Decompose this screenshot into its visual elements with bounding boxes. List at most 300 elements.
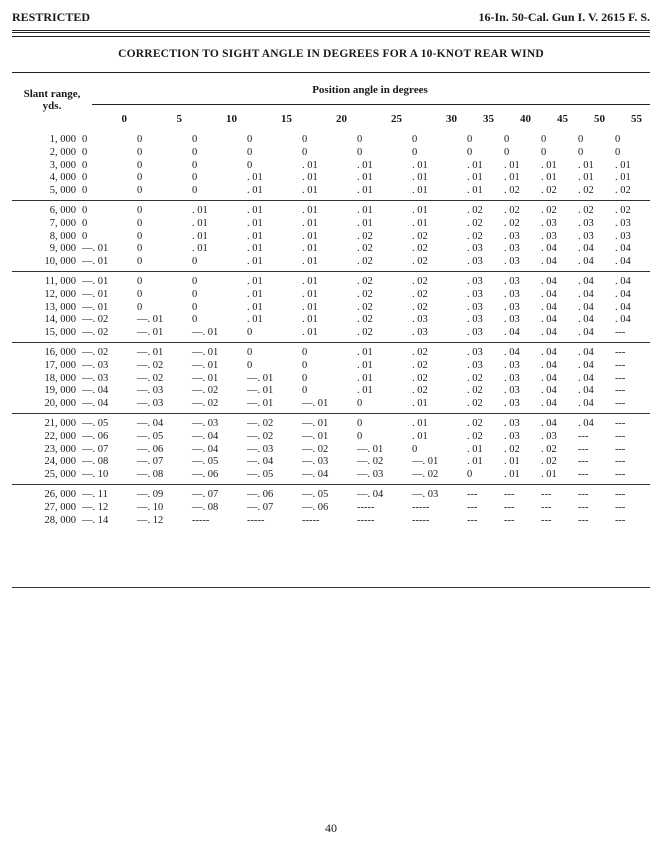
classification-label: RESTRICTED: [12, 10, 91, 24]
correction-cell: . 01: [357, 346, 373, 358]
correction-cell: . 04: [577, 385, 594, 397]
correction-cell: —. 04: [137, 417, 164, 429]
range-column-header: [12, 112, 80, 130]
correction-cell: —. 03: [412, 488, 439, 500]
correction-cell: . 04: [540, 346, 557, 358]
correction-cell: . 01: [302, 230, 318, 242]
correction-cell: . 01: [245, 256, 300, 271]
correction-cell: . 01: [302, 301, 318, 313]
correction-cell: . 03: [577, 217, 594, 229]
correction-cell: . 01: [410, 185, 465, 200]
correction-cell: . 01: [247, 217, 263, 229]
correction-cell: . 04: [539, 327, 576, 342]
correction-cell: 0: [245, 327, 300, 342]
correction-cell: ---: [614, 346, 626, 358]
correction-cell: . 01: [577, 172, 594, 184]
correction-cell: —. 05: [245, 469, 300, 484]
slant-range-cell: 8, 000: [49, 230, 76, 242]
correction-cell: . 02: [465, 398, 502, 413]
correction-cell: . 02: [412, 346, 428, 358]
correction-cell: . 03: [412, 314, 428, 326]
correction-cell: ---: [540, 488, 552, 500]
correction-cell: . 01: [467, 443, 483, 455]
correction-cell: . 01: [357, 159, 373, 171]
correction-cell: . 01: [412, 172, 428, 184]
correction-cell: . 01: [614, 172, 631, 184]
correction-cell: . 04: [576, 398, 613, 413]
slant-range-cell: 23, 000: [44, 443, 76, 455]
correction-cell: —. 01: [80, 256, 135, 271]
correction-cell: . 02: [357, 314, 373, 326]
correction-cell: —. 01: [247, 372, 274, 384]
correction-cell: —. 01: [82, 275, 109, 287]
correction-cell: ---: [614, 430, 626, 442]
slant-range-cell: 24, 000: [44, 456, 76, 468]
correction-cell: . 01: [357, 372, 373, 384]
correction-cell: —. 05: [192, 456, 219, 468]
table-bottom-rule: [12, 587, 650, 588]
table-body: [12, 130, 650, 527]
correction-cell: —. 01: [357, 443, 384, 455]
slant-range-cell: 10, 000: [12, 256, 80, 271]
correction-cell: —. 04: [192, 430, 219, 442]
correction-cell: 0: [135, 185, 190, 200]
column-header-50: 50: [593, 113, 605, 126]
correction-cell: . 02: [412, 288, 428, 300]
correction-cell: —. 01: [137, 346, 164, 358]
correction-cell: 0: [137, 134, 143, 145]
correction-cell: 0: [137, 172, 143, 184]
correction-cell: . 01: [503, 456, 520, 468]
slant-range-cell: 20, 000: [12, 398, 80, 413]
correction-cell: . 03: [410, 327, 465, 342]
running-header: [12, 10, 650, 28]
column-header-45: 45: [556, 113, 568, 126]
correction-cell: —. 08: [82, 456, 109, 468]
slant-range-cell: 4, 000: [49, 172, 76, 184]
correction-cell: . 04: [540, 275, 557, 287]
correction-cell: 0: [302, 372, 308, 384]
correction-cell: . 03: [467, 314, 483, 326]
correction-cell: . 03: [503, 359, 520, 371]
correction-cell: -----: [357, 501, 375, 513]
column-header-55: 55: [631, 113, 642, 126]
correction-cell: . 02: [467, 385, 483, 397]
correction-cell: . 04: [540, 372, 557, 384]
correction-cell: —. 14: [82, 514, 109, 526]
correction-cell: —. 10: [137, 501, 164, 513]
correction-cell: ---: [614, 385, 626, 397]
correction-cell: 0: [137, 288, 143, 300]
correction-cell: —. 06: [190, 469, 245, 484]
correction-cell: 0: [503, 146, 510, 158]
slant-range-cell: 9, 000: [49, 243, 76, 255]
table-row: [12, 515, 650, 528]
correction-cell: . 02: [412, 359, 428, 371]
correction-cell: —. 03: [82, 359, 109, 371]
correction-cell: 0: [192, 134, 198, 145]
correction-cell: —. 02: [190, 398, 245, 413]
correction-cell: —. 07: [247, 501, 274, 513]
correction-cell: . 03: [503, 314, 520, 326]
correction-cell: . 01: [192, 217, 208, 229]
slant-range-cell: 15, 000: [12, 327, 80, 342]
correction-cell: . 02: [412, 230, 428, 242]
correction-cell: . 03: [503, 417, 520, 429]
gun-designation: 16-In. 50-Cal. Gun I. V. 2615 F. S.: [478, 10, 650, 24]
correction-cell: 0: [614, 134, 621, 145]
table-row: [12, 147, 650, 160]
column-header-20: 20: [336, 113, 347, 126]
correction-cell: 0: [302, 346, 308, 358]
correction-cell: . 01: [614, 159, 631, 171]
correction-cell: ---: [577, 430, 589, 442]
table-row: [12, 314, 650, 327]
correction-cell: . 01: [247, 288, 263, 300]
correction-cell: —. 05: [137, 430, 164, 442]
correction-cell: . 03: [540, 217, 557, 229]
correction-cell: ---: [577, 456, 589, 468]
correction-cell: -----: [247, 514, 265, 526]
correction-cell: . 03: [614, 230, 631, 242]
correction-cell: ---: [614, 417, 626, 429]
correction-cell: . 02: [467, 204, 483, 216]
correction-cell: 0: [247, 159, 253, 171]
correction-cell: . 01: [245, 185, 300, 200]
correction-cell: —. 04: [80, 398, 135, 413]
correction-cell: 0: [137, 243, 143, 255]
correction-cell: . 02: [357, 301, 373, 313]
column-header-35: 35: [482, 113, 494, 126]
correction-cell: 0: [82, 159, 88, 171]
correction-cell: —. 01: [192, 372, 219, 384]
correction-cell: —. 08: [192, 501, 219, 513]
correction-cell: 0: [137, 217, 143, 229]
correction-cell: . 04: [540, 359, 557, 371]
slant-range-cell: 21, 000: [44, 417, 76, 429]
correction-cell: . 01: [503, 172, 520, 184]
correction-cell: . 01: [192, 243, 208, 255]
slant-range-cell: 12, 000: [44, 288, 76, 300]
correction-cell: —. 01: [190, 327, 245, 342]
correction-cell: —. 06: [82, 430, 109, 442]
table-row: [12, 218, 650, 231]
correction-cell: . 03: [467, 346, 483, 358]
correction-cell: ---: [613, 327, 650, 342]
correction-cell: 0: [357, 134, 363, 145]
correction-cell: . 02: [412, 243, 428, 255]
correction-cell: 0: [577, 134, 584, 145]
correction-cell: . 03: [503, 243, 520, 255]
correction-cell: —. 02: [410, 469, 465, 484]
correction-cell: . 04: [539, 256, 576, 271]
correction-cell: 0: [82, 204, 88, 216]
correction-cell: . 03: [465, 327, 502, 342]
slant-range-cell: 11, 000: [44, 275, 76, 287]
correction-cell: ---: [613, 398, 650, 413]
correction-cell: ---: [614, 359, 626, 371]
correction-cell: —. 02: [357, 456, 384, 468]
slant-range-cell: 3, 000: [49, 159, 76, 171]
correction-cell: —. 07: [137, 456, 164, 468]
correction-cell: -----: [192, 514, 210, 526]
table-row: [12, 130, 650, 147]
column-header-0: 0: [121, 113, 127, 126]
correction-cell: . 01: [357, 172, 373, 184]
correction-cell: . 01: [247, 301, 263, 313]
table-row: [12, 431, 650, 444]
correction-cell: . 01: [467, 159, 483, 171]
correction-cell: . 03: [465, 256, 502, 271]
correction-cell: . 01: [300, 185, 355, 200]
correction-cell: —. 04: [192, 443, 219, 455]
correction-cell: -----: [302, 514, 320, 526]
table-row: [12, 398, 650, 413]
header-double-rule: [12, 30, 650, 33]
correction-cell: 0: [192, 314, 198, 326]
correction-cell: 0: [467, 146, 473, 158]
correction-cell: —. 06: [137, 443, 164, 455]
correction-cell: . 04: [577, 372, 594, 384]
correction-cell: . 02: [412, 385, 428, 397]
correction-cell: 0: [465, 469, 502, 484]
correction-cell: ---: [614, 488, 626, 500]
correction-cell: ---: [577, 501, 589, 513]
correction-cell: —. 02: [82, 346, 109, 358]
correction-cell: . 01: [503, 159, 520, 171]
correction-cell: 0: [192, 172, 198, 184]
correction-cell: . 01: [412, 217, 428, 229]
correction-cell: —. 01: [412, 456, 439, 468]
correction-cell: . 03: [540, 430, 557, 442]
slant-range-cell: 27, 000: [44, 501, 76, 513]
correction-cell: . 01: [247, 243, 263, 255]
correction-cell: ---: [503, 501, 515, 513]
correction-cell: . 02: [503, 204, 520, 216]
correction-cell: . 03: [503, 301, 520, 313]
table-row: [12, 385, 650, 398]
correction-cell: . 02: [614, 204, 631, 216]
correction-cell: 0: [137, 275, 143, 287]
slant-range-cell: 26, 000: [44, 488, 76, 500]
correction-cell: . 01: [192, 204, 208, 216]
slant-range-cell: 22, 000: [44, 430, 76, 442]
correction-cell: 0: [302, 134, 308, 145]
correction-cell: 0: [192, 146, 198, 158]
correction-cell: 0: [540, 134, 547, 145]
correction-cell: 0: [247, 359, 253, 371]
correction-cell: 0: [80, 185, 135, 200]
correction-cell: 0: [247, 146, 253, 158]
column-header-25: 25: [391, 113, 402, 126]
correction-cell: —. 05: [302, 488, 329, 500]
correction-cell: . 04: [577, 288, 594, 300]
table-row: [12, 327, 650, 342]
correction-cell: . 02: [502, 185, 539, 200]
slant-range-cell: 2, 000: [49, 146, 76, 158]
correction-cell: —. 02: [247, 430, 274, 442]
correction-cell: . 04: [502, 327, 539, 342]
correction-cell: —. 04: [357, 488, 384, 500]
correction-cell: . 03: [503, 385, 520, 397]
correction-cell: 0: [137, 159, 143, 171]
correction-cell: —. 03: [302, 456, 329, 468]
correction-cell: . 04: [577, 275, 594, 287]
correction-cell: ---: [540, 501, 552, 513]
column-header-5: 5: [176, 113, 182, 126]
correction-cell: 0: [82, 230, 88, 242]
slant-range-cell: 16, 000: [44, 346, 76, 358]
correction-cell: —. 03: [247, 443, 274, 455]
table-row: [12, 271, 650, 288]
table-row: [12, 160, 650, 173]
correction-cell: 0: [137, 204, 143, 216]
correction-cell: —. 01: [245, 398, 300, 413]
correction-cell: —. 04: [300, 469, 355, 484]
correction-cell: . 04: [576, 256, 613, 271]
slant-range-label-line2: yds.: [42, 100, 62, 112]
correction-cell: . 02: [467, 372, 483, 384]
correction-cell: —. 06: [302, 501, 329, 513]
correction-cell: . 04: [614, 275, 631, 287]
slant-range-cell: 18, 000: [44, 372, 76, 384]
correction-cell: —. 05: [82, 417, 109, 429]
table-row: [12, 256, 650, 271]
correction-cell: —. 02: [137, 359, 164, 371]
correction-cell: . 02: [357, 243, 373, 255]
correction-cell: . 01: [300, 256, 355, 271]
correction-cell: 0: [355, 398, 410, 413]
correction-cell: 0: [302, 359, 308, 371]
table-row: [12, 456, 650, 469]
table-row: [12, 413, 650, 430]
correction-cell: —. 04: [247, 456, 274, 468]
correction-cell: 0: [412, 146, 418, 158]
correction-cell: . 04: [577, 417, 594, 429]
correction-cell: . 03: [503, 372, 520, 384]
correction-cell: —. 03: [82, 372, 109, 384]
correction-cell: —. 07: [82, 443, 109, 455]
correction-cell: —. 02: [302, 443, 329, 455]
correction-cell: . 04: [614, 301, 631, 313]
correction-cell: . 03: [467, 301, 483, 313]
correction-cell: —. 01: [192, 359, 219, 371]
correction-cell: . 01: [412, 430, 428, 442]
correction-cell: . 01: [539, 469, 576, 484]
table-row: [12, 342, 650, 359]
correction-cell: 0: [137, 146, 143, 158]
correction-cell: 0: [190, 256, 245, 271]
correction-cell: . 01: [357, 385, 373, 397]
slant-range-cell: 1, 000: [49, 134, 76, 145]
correction-cell: —. 08: [135, 469, 190, 484]
correction-cell: 0: [190, 185, 245, 200]
correction-cell: 0: [302, 385, 308, 397]
correction-cell: 0: [467, 134, 473, 145]
correction-cell: —. 01: [247, 385, 274, 397]
table-row: [12, 302, 650, 315]
correction-cell: . 01: [247, 314, 263, 326]
position-angle-header: Position angle in degrees: [312, 84, 428, 96]
correction-cell: . 01: [302, 217, 318, 229]
correction-cell: ---: [614, 456, 626, 468]
correction-cell: . 01: [302, 243, 318, 255]
correction-cell: -----: [357, 514, 375, 526]
correction-cell: ---: [614, 443, 626, 455]
correction-cell: . 01: [465, 185, 502, 200]
title-rule: [12, 72, 650, 73]
correction-cell: . 03: [503, 288, 520, 300]
table-row: [12, 469, 650, 484]
correction-cell: . 02: [412, 275, 428, 287]
correction-cell: . 02: [357, 288, 373, 300]
correction-cell: —. 01: [82, 243, 109, 255]
column-header-30: 30: [446, 113, 457, 126]
correction-cell: . 03: [503, 230, 520, 242]
correction-cell: . 04: [540, 288, 557, 300]
correction-cell: . 04: [540, 314, 557, 326]
correction-cell: —. 03: [355, 469, 410, 484]
table-row: [12, 373, 650, 386]
correction-cell: ---: [577, 488, 589, 500]
column-header-row: [12, 112, 650, 130]
slant-range-cell: 7, 000: [49, 217, 76, 229]
correction-cell: ---: [577, 514, 589, 526]
correction-cell: . 01: [467, 456, 483, 468]
correction-cell: . 04: [540, 417, 557, 429]
correction-cell: . 04: [577, 359, 594, 371]
correction-cell: . 01: [357, 217, 373, 229]
column-header-40: 40: [519, 113, 531, 126]
correction-cell: . 01: [302, 159, 318, 171]
correction-cell: . 04: [614, 288, 631, 300]
table-row: [12, 172, 650, 185]
correction-cell: . 04: [577, 346, 594, 358]
correction-cell: 0: [357, 430, 363, 442]
correction-cell: ---: [614, 514, 626, 526]
table-row: [12, 243, 650, 256]
correction-cell: . 03: [503, 275, 520, 287]
correction-cell: . 01: [467, 172, 483, 184]
correction-cell: . 02: [467, 430, 483, 442]
correction-cell: —. 03: [192, 417, 219, 429]
correction-cell: . 03: [503, 430, 520, 442]
correction-cell: 0: [192, 288, 198, 300]
correction-cell: . 01: [410, 398, 465, 413]
correction-cell: . 04: [540, 243, 557, 255]
table-row: [12, 289, 650, 302]
correction-cell: —. 01: [192, 346, 219, 358]
correction-cell: . 01: [300, 327, 355, 342]
correction-cell: —. 02: [137, 372, 164, 384]
correction-cell: ---: [576, 469, 613, 484]
correction-cell: 0: [192, 159, 198, 171]
correction-cell: . 01: [355, 185, 410, 200]
correction-cell: . 02: [576, 185, 613, 200]
correction-cell: . 04: [540, 385, 557, 397]
table-title: CORRECTION TO SIGHT ANGLE IN DEGREES FOR A 10-KNOT REAR WIND: [118, 48, 544, 60]
correction-cell: ---: [540, 514, 552, 526]
correction-cell: . 04: [577, 301, 594, 313]
correction-cell: . 02: [503, 443, 520, 455]
correction-cell: 0: [247, 134, 253, 145]
correction-cell: . 02: [357, 275, 373, 287]
correction-cell: . 03: [577, 230, 594, 242]
correction-cell: . 01: [357, 359, 373, 371]
correction-cell: . 02: [355, 256, 410, 271]
correction-cell: . 02: [357, 230, 373, 242]
correction-cell: . 01: [540, 159, 557, 171]
